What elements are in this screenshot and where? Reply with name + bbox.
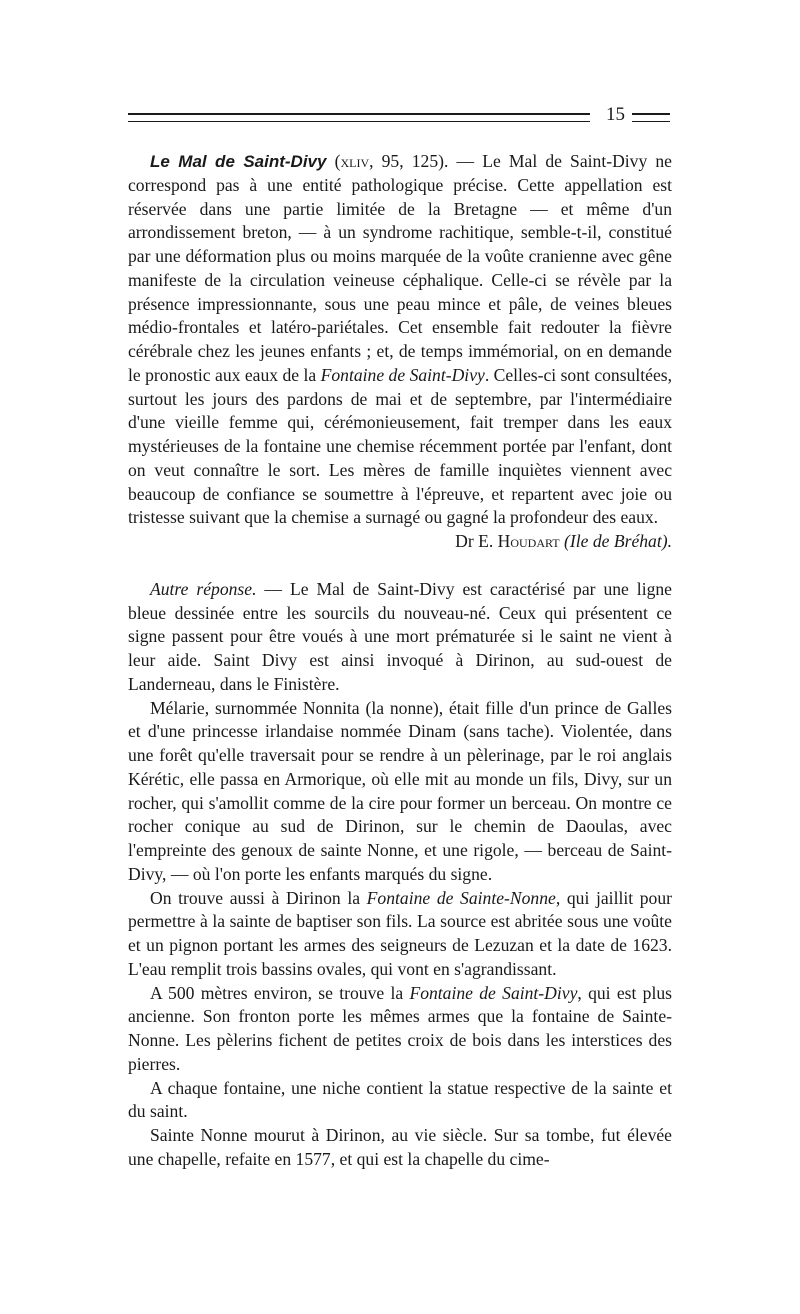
signature-title: Dr E. (455, 531, 494, 551)
reply-text-4b: , qui est plus ancienne. Son fronton porte les mêmes armes que la fontaine de Sainte-Nonne. Les pèlerins fichent de petites croix de bois dans les interstices des pierres. (128, 982, 672, 1074)
reply-paragraph-6: Sainte Nonne mourut à Dirinon, au vie siècle. Sur sa tombe, fut élevée une chapelle, refaite en 1577, et qui est la chapelle du cime- (128, 1125, 672, 1169)
reply-text-1: — Le Mal de Saint-Divy est caractérisé par une ligne bleue dessinée entre les sourcils du nouveau-né. Ceux qui présentent ce signe passent pour être voués à une mort prématurée si le saint ne vient à leur aide. Saint Divy est ainsi invoqué à Dirinon, au sud-ouest de Landerneau, dans le Finistère. (128, 578, 672, 694)
reply-paragraph-1 (128, 578, 672, 697)
entry-title: Le Mal de Saint-Divy (150, 152, 327, 171)
entry-fontaine: Fontaine de Saint-Divy (320, 364, 485, 385)
signature-place: (Ile de Bréhat). (564, 531, 672, 551)
header-rule-right (632, 113, 670, 122)
header-rule-left (128, 113, 590, 122)
entry-paragraph (128, 150, 672, 530)
paragraph-gap (128, 554, 672, 578)
signature (128, 530, 672, 554)
reply-paragraph-4 (128, 982, 672, 1077)
reply-paragraph-5: A chaque fontaine, une niche contient la statue respective de la sainte et du saint. (128, 1077, 672, 1122)
body-text (128, 150, 672, 1172)
page-header (128, 106, 670, 128)
reply-text-3b: , qui jaillit pour permettre à la sainte de baptiser son fils. La source est abritée sous une voûte et un pignon portant les armes des seigneurs de Lezuzan et la date de 1623. L'eau remplit trois bassins ovales, qui vont en s'agrandissant. (128, 887, 673, 979)
signature-name: Houdart (497, 531, 560, 551)
reply-paragraph-3 (128, 887, 672, 982)
reply-label: Autre réponse. (150, 578, 257, 599)
page-number: 15 (606, 104, 625, 125)
reply-fontaine-nonne: Fontaine de Sainte-Nonne (366, 887, 556, 908)
reply-paragraph-2: Mélarie, surnommée Nonnita (la nonne), était fille d'un prince de Galles et d'une princesse irlandaise nommée Dinam (sans tache). Violentée, dans une forêt qu'elle traversait pour se rendre à un pèlerinage, par le roi anglais Kérétic, elle passa en Armorique, où elle mit au monde un fils, Divy, sur un rocher, qui s'amollit comme de la cire pour former un berceau. On montre ce rocher conique au sud de Dirinon, sur le chemin de Daoulas, avec l'empreinte des genoux de sainte Nonne, et une rigole, — berceau de Saint-Divy, — où l'on porte les enfants marqués du signe. (128, 697, 672, 884)
entry-text: — Le Mal de Saint-Divy ne correspond pas à une entité pathologique précise. Cette appellation est réservée dans une partie limitée de la Bretagne — et même d'un arrondissement breton, — à un syndrome rachitique, semble-t-il, constitué par une déformation plus ou moins marquée de la voûte cranienne avec gêne manifeste de la circulation veineuse céphalique. Celle-ci se révèle par la présence impressionnante, sous une peau mince et pâle, de veines bleues médio-frontales et latéro-pariétales. Cet ensemble fait redouter la fièvre cérébrale chez les jeunes enfants ; et, de temps immémorial, on en demande le pronostic aux eaux de la (128, 151, 672, 385)
reply-fontaine-divy: Fontaine de Saint-Divy (409, 982, 578, 1003)
entry-text-2: . Celles-ci sont consultées, surtout les jours des pardons de mai et de septembre, par l'intermédiaire d'une vieille femme qui, cérémonieusement, fait tremper dans les eaux mystérieuses de la fontaine une chemise récemment portée par l'enfant, dont on veut connaître le sort. Les mères de famille inquiètes viennent avec beaucoup de confiance se soumettre à l'épreuve, et repartent avec joie ou tristesse suivant que la chemise a surnagé ou gagné la profondeur des eaux. (128, 364, 673, 528)
reply-text-4a: A 500 mètres environ, se trouve la (150, 982, 410, 1003)
entry-reference: (xliv, 95, 125). (334, 151, 449, 171)
reply-text-3a: On trouve aussi à Dirinon la (150, 887, 367, 908)
